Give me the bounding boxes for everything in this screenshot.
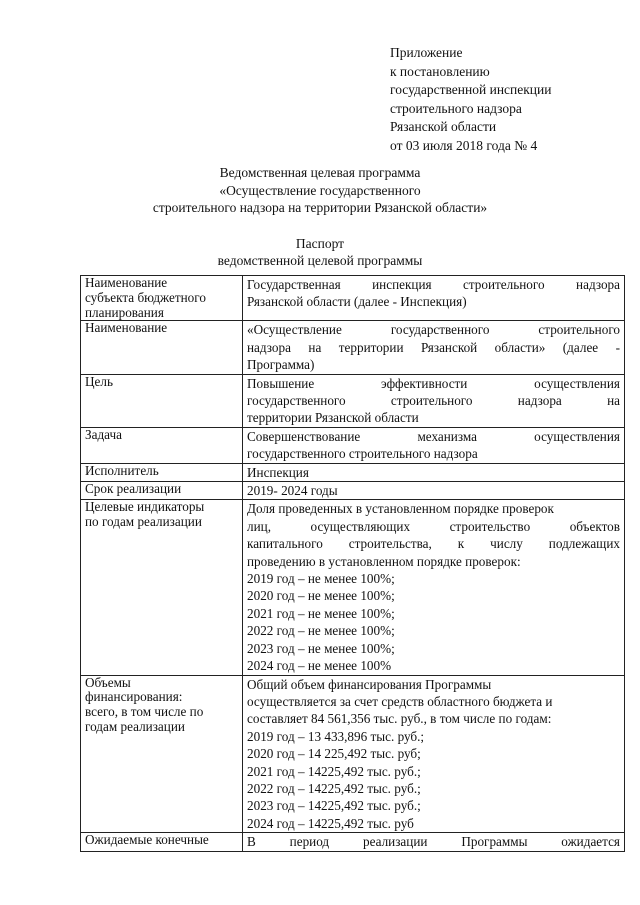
row-value-line: надзора на территории Рязанской области» (далее - [247, 339, 620, 355]
row-value-line: 2021 год – 14225,492 тыс. руб.; [247, 763, 421, 779]
row-label-cell [81, 675, 243, 833]
row-label-cell [81, 482, 243, 500]
row-value-cell [243, 427, 625, 463]
row-label-cell [81, 833, 243, 851]
row-value-line: лиц, осуществляющих строительство объектов [247, 518, 620, 534]
row-value-line: 2022 год – 14225,492 тыс. руб.; [247, 780, 421, 796]
row-label-line: по годам реализации [85, 514, 202, 530]
row-value-line: Программа) [247, 357, 315, 373]
appendix-block [390, 44, 551, 156]
row-value-line: 2024 год – 14225,492 тыс. руб [247, 815, 414, 831]
row-label-line: Объемы [85, 674, 131, 690]
appendix-line: к постановлению [390, 63, 490, 79]
row-value-line: Общий объем финансирования Программы [247, 676, 492, 692]
row-value-line: проведению в установленном порядке проверок: [247, 553, 521, 569]
row-value-cell [243, 833, 625, 851]
row-label-line: годам реализации [85, 718, 185, 734]
row-label-cell [81, 276, 243, 321]
row-label-line: Ожидаемые конечные [85, 832, 209, 848]
row-value-line: капитального строительства, к числу подлежащих [247, 536, 620, 552]
row-value-line: территории Рязанской области [247, 410, 419, 426]
table-row [81, 321, 625, 374]
table-row [81, 276, 625, 321]
row-value-line: 2019- 2024 годы [247, 483, 338, 499]
appendix-line: государственной инспекции [390, 82, 552, 98]
row-value-line: 2023 год – 14225,492 тыс. руб.; [247, 798, 421, 814]
row-value-line: 2022 год – не менее 100%; [247, 623, 395, 639]
table-row [81, 463, 625, 481]
table-row [81, 427, 625, 463]
row-value-line: 2023 год – не менее 100%; [247, 640, 395, 656]
row-label-line: всего, в том числе по [85, 704, 204, 720]
row-value-cell [243, 463, 625, 481]
table-row [81, 833, 625, 851]
table-row [81, 482, 625, 500]
passport-heading: Паспорт [295, 236, 345, 251]
row-label-cell [81, 500, 243, 675]
row-label-line: Целевые индикаторы [85, 499, 205, 515]
row-value-cell [243, 374, 625, 427]
row-label-line: Наименование [85, 320, 168, 336]
row-value-cell [243, 482, 625, 500]
row-label-line: планирования [85, 304, 164, 320]
appendix-line: строительного надзора [390, 100, 522, 116]
appendix-line: от 03 июля 2018 года № 4 [390, 137, 538, 153]
row-label-line: финансирования: [85, 689, 183, 705]
title-line: «Осуществление государственного [219, 182, 421, 198]
passport-table [80, 275, 625, 852]
passport-subheading: ведомственной целевой программы [217, 252, 423, 268]
table-row [81, 500, 625, 675]
row-label-cell [81, 321, 243, 374]
row-value-line: Инспекция [247, 464, 309, 480]
row-value-line: 2019 год – не менее 100%; [247, 571, 395, 587]
row-value-line: Рязанской области (далее - Инспекция) [247, 294, 467, 310]
row-label-cell [81, 374, 243, 427]
row-value-line: государственного строительного надзора на [247, 393, 620, 409]
row-value-cell [243, 276, 625, 321]
row-value-line: 2020 год – не менее 100%; [247, 588, 395, 604]
row-value-line: Государственная инспекция строительного надзора [247, 277, 620, 292]
row-label-line: Задача [85, 426, 122, 442]
row-value-line: Доля проведенных в установленном порядке проверок [247, 501, 554, 517]
row-value-line: Совершенствование механизма осуществления [247, 428, 620, 444]
appendix-line: Приложение [390, 45, 463, 60]
row-value-line: составляет 84 561,356 тыс. руб., в том числе по годам: [247, 711, 552, 727]
row-value-line: 2019 год – 13 433,896 тыс. руб.; [247, 728, 425, 744]
row-value-line: осуществляется за счет средств областного бюджета и [247, 693, 553, 709]
table-row [81, 374, 625, 427]
table-row [81, 675, 625, 833]
row-value-cell [243, 500, 625, 675]
program-title [0, 164, 640, 217]
title-line: Ведомственная целевая программа [219, 165, 421, 180]
row-label-line: субъекта бюджетного [85, 289, 206, 305]
appendix-line: Рязанской области [390, 119, 497, 135]
row-label-line: Наименование [85, 275, 168, 290]
row-value-line: 2020 год – 14 225,492 тыс. руб; [247, 746, 421, 762]
row-value-cell [243, 321, 625, 374]
passport-heading-block [0, 236, 640, 269]
row-label-line: Исполнитель [85, 462, 159, 478]
row-label-cell [81, 463, 243, 481]
row-label-line: Срок реализации [85, 481, 182, 497]
row-value-line: «Осуществление государственного строительного [247, 322, 620, 338]
row-value-line: 2024 год – не менее 100% [247, 658, 392, 674]
row-label-line: Цель [85, 373, 113, 389]
row-value-cell [243, 675, 625, 833]
title-line: строительного надзора на территории Рязанской области» [152, 200, 488, 215]
row-value-line: В период реализации Программы ожидается [247, 834, 620, 850]
row-value-line: 2021 год – не менее 100%; [247, 605, 395, 621]
row-value-line: Повышение эффективности осуществления [247, 375, 620, 391]
row-label-cell [81, 427, 243, 463]
row-value-line: государственного строительного надзора [247, 446, 478, 462]
